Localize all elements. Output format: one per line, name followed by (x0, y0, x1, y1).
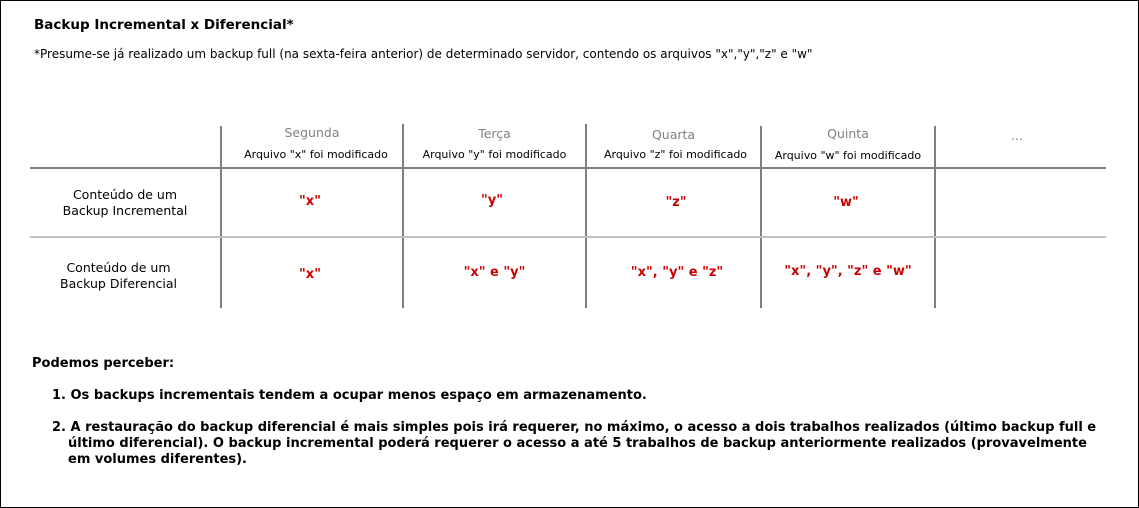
grid-vline-5 (934, 126, 936, 308)
row-label-diferencial-line2: Backup Diferencial (60, 276, 177, 291)
column-day-terca: Terça (478, 126, 511, 141)
cell-incremental-quarta: "z" (665, 195, 687, 210)
row-label-incremental-line2: Backup Incremental (62, 203, 188, 218)
conclusion-point-2: 2. A restauração do backup diferencial é mais simples pois irá requerer, no máximo, o acesso a dois trabalhos realizados (último backup full e último diferencial). O backup incremental poderá requerer o acesso a até 5 trabalhos de backup anteriormente realizados (provavelmente em volumes diferentes). (52, 420, 1097, 467)
cell-diferencial-segunda: "x" (299, 267, 321, 282)
cell-diferencial-terca: "x" e "y" (463, 265, 526, 280)
cell-incremental-quinta: "w" (833, 195, 859, 210)
column-day-segunda: Segunda (284, 125, 340, 140)
column-day-quarta: Quarta (651, 127, 696, 142)
cell-diferencial-quinta: "x", "y", "z" e "w" (784, 264, 912, 279)
row-label-diferencial-line1: Conteúdo de um (66, 260, 171, 275)
column-day-ellipsis: ... (1011, 128, 1023, 143)
row-divider (30, 236, 1106, 238)
column-desc-quinta: Arquivo "w" foi modificado (774, 149, 922, 162)
column-desc-segunda: Arquivo "x" foi modificado (244, 148, 388, 161)
cell-diferencial-quarta: "x", "y" e "z" (630, 265, 724, 280)
column-desc-quarta: Arquivo "z" foi modificado (603, 148, 748, 161)
header-divider (30, 167, 1106, 169)
cell-incremental-terca: "y" (480, 193, 504, 208)
column-desc-terca: Arquivo "y" foi modificado (422, 148, 567, 161)
conclusions-heading: Podemos perceber: (32, 356, 175, 371)
diagram-title: Backup Incremental x Diferencial* (34, 17, 294, 33)
row-label-incremental (30, 187, 220, 219)
diagram-subtitle: *Presume-se já realizado um backup full (na sexta-feira anterior) de determinado servidor, contendo os arquivos "x","y","z" e "w" (34, 47, 813, 61)
row-label-incremental-line1: Conteúdo de um (72, 187, 178, 202)
column-day-quinta: Quinta (827, 126, 869, 141)
conclusion-point-1: 1. Os backups incrementais tendem a ocupar menos espaço em armazenamento. (52, 388, 647, 403)
row-label-diferencial (30, 260, 207, 292)
cell-incremental-segunda: "x" (299, 194, 321, 209)
